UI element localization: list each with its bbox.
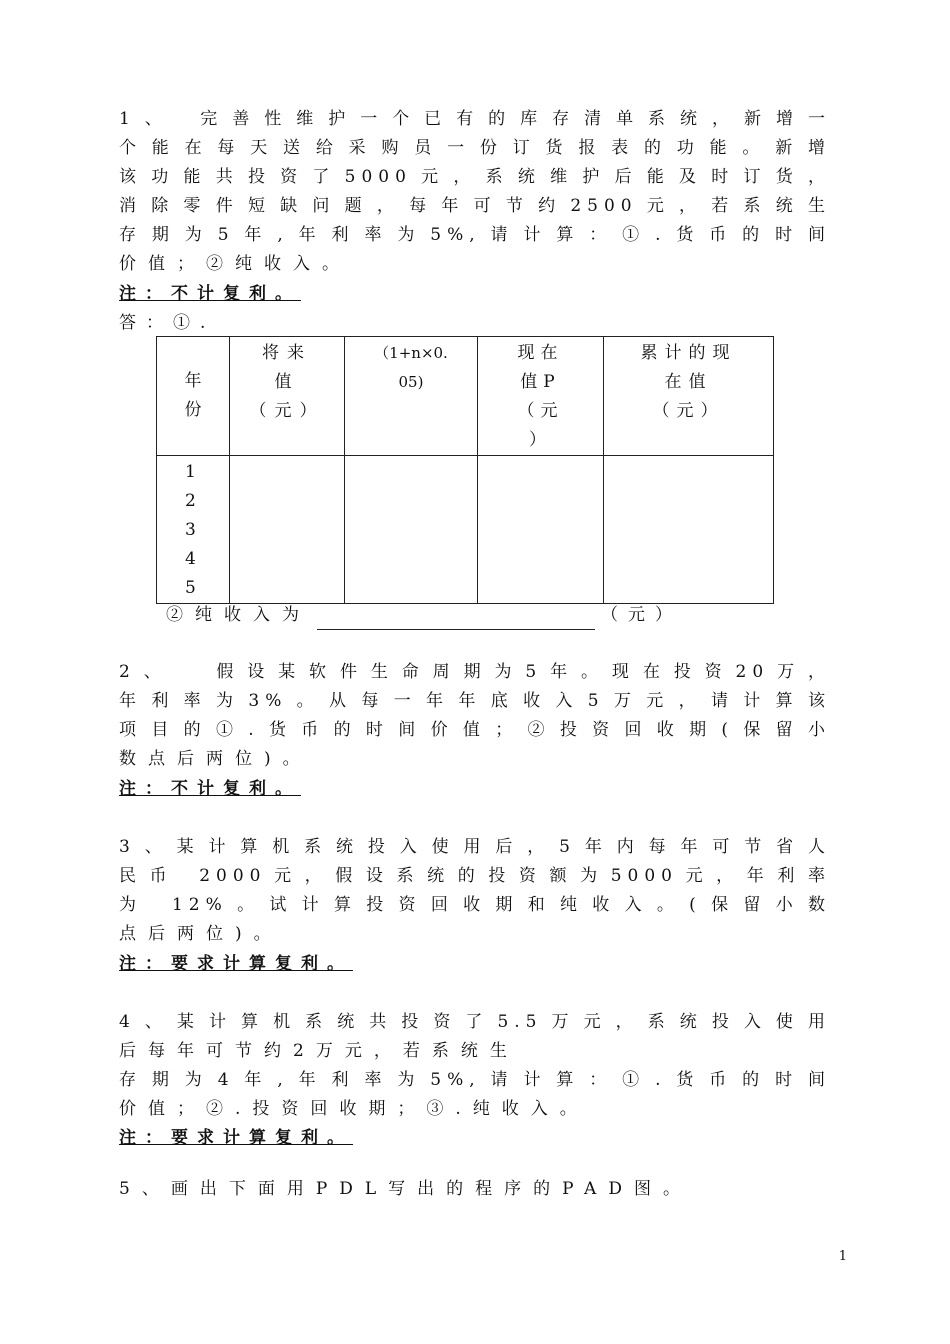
- q4-line-3: 存期为4年,年利率为5%,请计算：①.货币的时间: [119, 1070, 831, 1090]
- header-present-value-line-3: （元: [517, 401, 564, 421]
- header-cumulative-line-1: 累计的现: [640, 343, 737, 363]
- q1-line-4: 消除零件短缺问题，每年可节约2500元，若系统生: [119, 196, 831, 216]
- year-1: 1: [185, 462, 196, 482]
- q3-line-1: 3、某计算机系统投入使用后，5年内每年可节省人: [119, 837, 831, 857]
- q4-note: [119, 1124, 353, 1153]
- q2-line-2: 年利率为3%。从每一年年底收入5万元，请计算该: [119, 691, 831, 711]
- page-number: 1: [838, 1249, 847, 1264]
- q1-line-6: 价值；②纯收入。: [119, 254, 351, 274]
- header-present-value: [478, 337, 604, 456]
- header-cumulative-line-3: （元）: [652, 401, 725, 421]
- year-3: 3: [185, 520, 196, 540]
- header-present-value-line-1: 现在: [517, 343, 564, 363]
- q3-note: [119, 950, 353, 979]
- cumulative-present-value-cell[interactable]: [604, 456, 774, 604]
- year-5: 5: [185, 578, 196, 598]
- q4-note-text: 注：要求计算复利。: [119, 1128, 353, 1148]
- header-factor-line-1: （1+n×0.: [374, 344, 448, 362]
- header-factor: [345, 337, 478, 456]
- header-cumulative-line-2: 在值: [664, 372, 713, 392]
- header-future-value: [230, 337, 345, 456]
- q3-line-3: 为 12%。试计算投资回收期和纯收入。(保留小数: [119, 895, 831, 915]
- q1-note-text: 注：不计复利。: [119, 284, 301, 304]
- q4-line-2: 后每年可节约2万元，若系统生: [119, 1041, 519, 1061]
- future-value-cell[interactable]: [230, 456, 345, 604]
- q1-answer-label: 答：①.: [119, 313, 216, 333]
- header-cumulative-present-value: [604, 337, 774, 456]
- q3-note-text: 注：要求计算复利。: [119, 954, 353, 974]
- q1-line-1: 1、 完善性维护一个已有的库存清单系统，新增一: [119, 109, 831, 129]
- present-value-cell[interactable]: [478, 456, 604, 604]
- q1-note: [119, 280, 301, 309]
- q3-line-2: 民币 2000元，假设系统的投资额为5000元，年利率: [119, 866, 831, 886]
- header-year-line-1: 年: [184, 371, 202, 391]
- q1-net-income-line: [166, 601, 682, 630]
- q3-line-4: 点后两位)。: [119, 924, 283, 944]
- q4-line-4: 价值；②.投资回收期；③.纯收入。: [119, 1099, 589, 1119]
- net-income-blank[interactable]: [317, 611, 595, 630]
- table-header-row: [157, 337, 774, 456]
- q1-line-2: 个能在每天送给采购员一份订货报表的功能。新增: [119, 138, 831, 158]
- q2-line-3: 项目的①.货币的时间价值；②投资回收期(保留小: [119, 720, 831, 740]
- table-body-row: [157, 456, 774, 604]
- header-future-value-line-2: 值: [274, 372, 300, 392]
- header-present-value-line-4: ）: [529, 430, 552, 450]
- q2-note-text: 注：不计复利。: [119, 779, 301, 799]
- net-income-unit: （元）: [601, 605, 682, 625]
- q1-line-3: 该功能共投资了5000元，系统维护后能及时订货，: [119, 167, 831, 187]
- q2-note: [119, 775, 301, 804]
- header-year: [157, 337, 230, 456]
- header-future-value-line-3: （元）: [249, 401, 325, 421]
- q1-line-5: 存期为5年,年利率为5%,请计算：①.货币的时间: [119, 225, 831, 245]
- factor-cell[interactable]: [345, 456, 478, 604]
- year-4: 4: [185, 549, 196, 569]
- net-income-label: ②纯收入为: [166, 605, 311, 625]
- header-year-line-2: 份: [184, 400, 202, 420]
- year-list: [157, 456, 230, 604]
- header-future-value-line-1: 将来: [262, 343, 312, 363]
- q2-line-4: 数点后两位)。: [119, 749, 312, 769]
- q2-line-1: 2、 假设某软件生命周期为5年。现在投资20万，: [119, 662, 831, 682]
- header-factor-line-2: 05): [398, 373, 424, 391]
- header-present-value-line-2: 值P: [520, 372, 561, 392]
- year-2: 2: [185, 491, 196, 511]
- q4-line-1: 4、某计算机系统共投资了5.5万元，系统投入使用: [119, 1012, 831, 1032]
- q1-answer-table: [156, 336, 774, 604]
- q5-line: 5、画出下面用PDL写出的程序的PAD图。: [119, 1179, 692, 1199]
